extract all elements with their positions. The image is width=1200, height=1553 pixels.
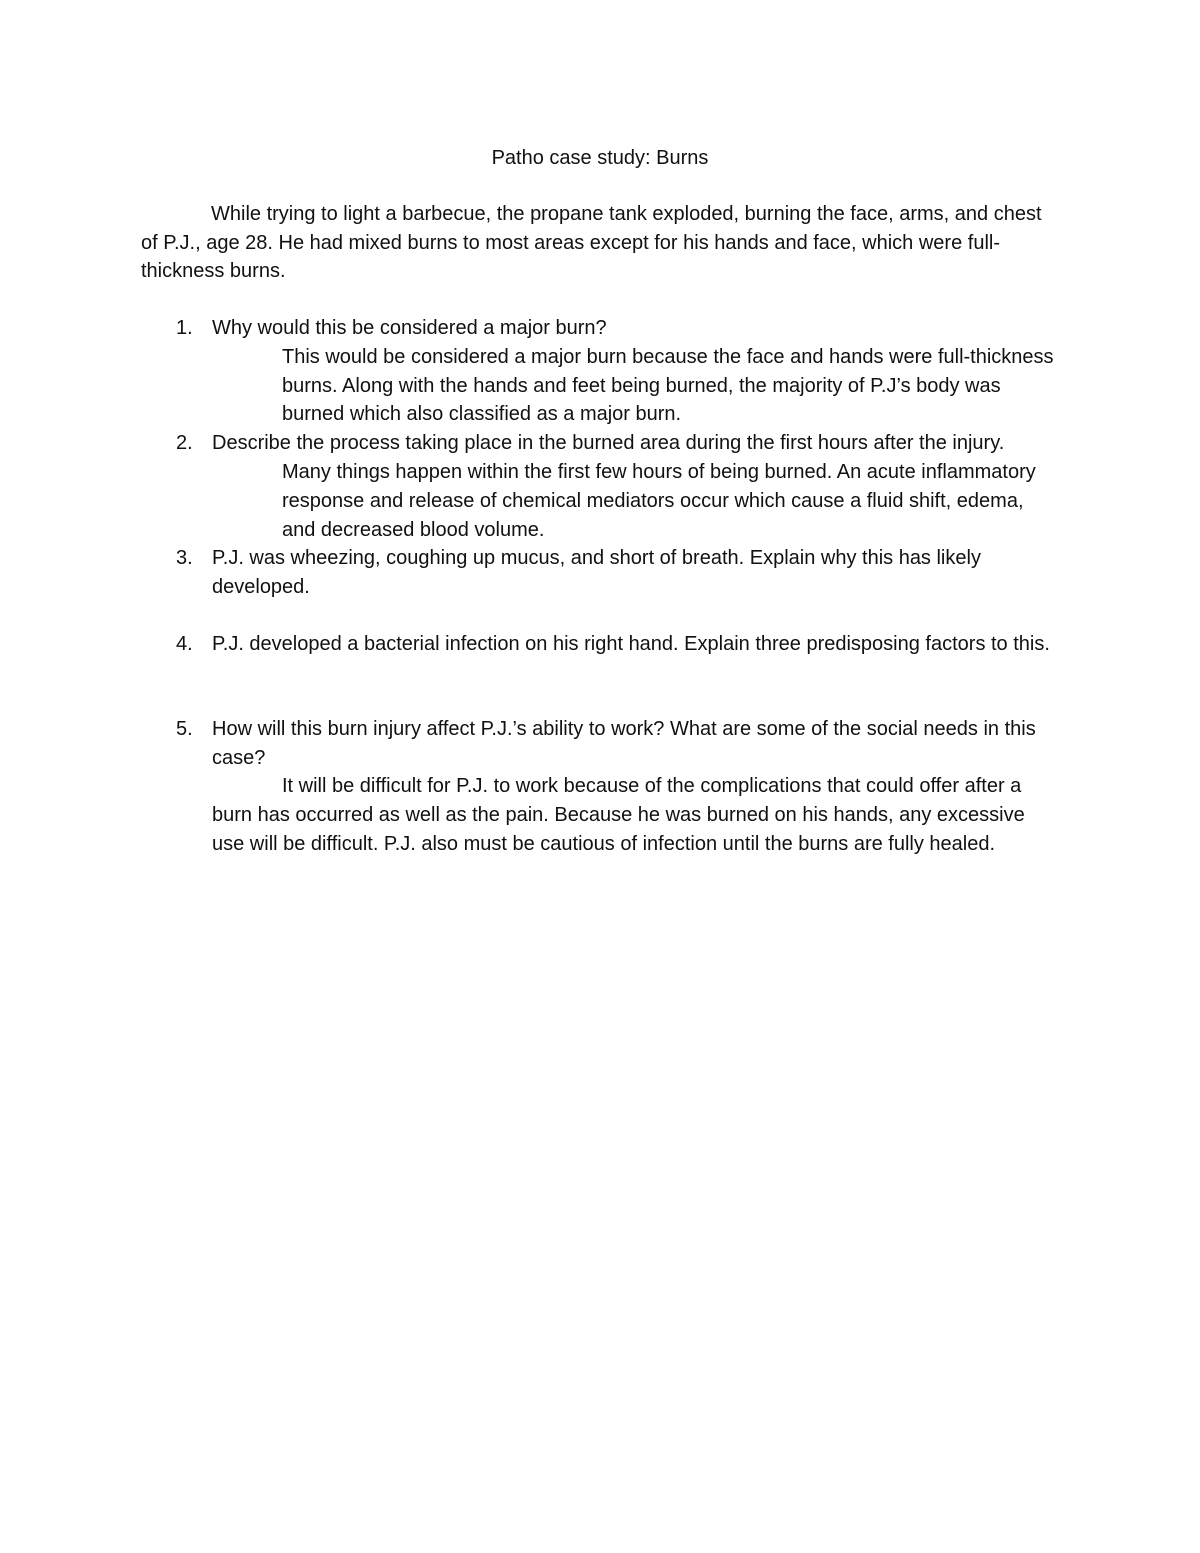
question-item-4 (0, 630, 1060, 659)
question-number: 1. (176, 317, 193, 339)
question-text: Why would this be considered a major burn? (212, 317, 607, 339)
document-title: Patho case study: Burns (491, 147, 709, 169)
question-text: P.J. developed a bacterial infection on his right hand. Explain three predisposing factors to this. (212, 632, 1050, 655)
question-list (0, 314, 1200, 859)
question-item-3 (0, 544, 1060, 602)
question-text: Describe the process taking place in the burned area during the first hours after the injury. (212, 432, 1005, 455)
question-number: 4. (176, 632, 193, 655)
answer-text: This would be considered a major burn because the face and hands were full-thickness burns. Along with the hands and feet being burned, the majority of P.J’s body was burned which also classified as a major burn. (282, 345, 1054, 426)
question-number: 3. (176, 547, 193, 570)
question-text: P.J. was wheezing, coughing up mucus, and short of breath. Explain why this has likely developed. (212, 547, 981, 599)
answer-text: Many things happen within the first few hours of being burned. An acute inflammatory response and release of chemical mediators occur which cause a fluid shift, edema, and decreased blood volume. (282, 460, 1036, 541)
question-item-1 (0, 314, 1060, 429)
question-item-2 (0, 429, 1060, 544)
spacer (0, 602, 1200, 630)
intro-paragraph: While trying to light a barbecue, the propane tank exploded, burning the face, arms, and chest of P.J., age 28. He had mixed burns to most areas except for his hands and face, which were full-thickness burns. (141, 203, 1042, 282)
question-number: 2. (176, 432, 193, 455)
answer-text: It will be difficult for P.J. to work because of the complications that could offer after a burn has occurred as well as the pain. Because he was burned on his hands, any excessive use will be difficult. P.J. also must be cautious of infection until the burns are fully healed. (212, 775, 1025, 855)
question-item-5 (0, 715, 1060, 859)
spacer (0, 659, 1200, 715)
question-text: How will this burn injury affect P.J.’s ability to work? What are some of the social needs in this case? (212, 717, 1036, 769)
question-number: 5. (176, 717, 193, 740)
